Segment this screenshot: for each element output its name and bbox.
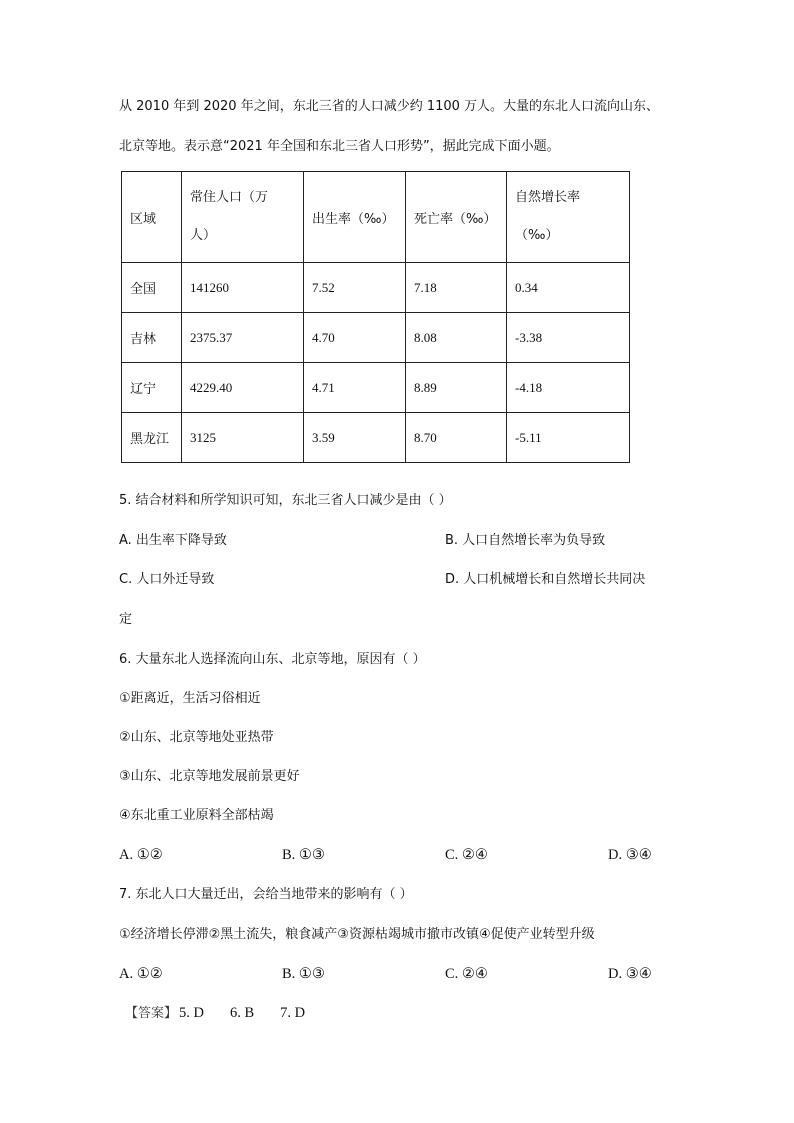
q6-option-a: A. ①②: [119, 847, 163, 863]
q5-option-a: A. 出生率下降导致: [119, 533, 227, 548]
cell-population: 4229.40: [182, 363, 304, 413]
cell-death-rate: 7.18: [406, 263, 507, 313]
q5-option-d-continued: 定: [119, 612, 133, 627]
q7-option-c: C. ②④: [445, 966, 488, 982]
cell-natural-growth: 0.34: [507, 263, 630, 313]
header-natural-growth: [507, 172, 630, 263]
q7-stem: 7. 东北人口大量迁出，会给当地带来的影响有（ ）: [119, 887, 413, 902]
q5-stem: 5. 结合材料和所学知识可知，东北三省人口减少是由（ ）: [119, 493, 452, 508]
q7-items: ①经济增长停滞②黑土流失，粮食减产③资源枯竭城市撤市改镇④促使产业转型升级: [119, 927, 595, 942]
cell-death-rate: 8.70: [406, 413, 507, 463]
cell-population: 3125: [182, 413, 304, 463]
cell-death-rate: 8.08: [406, 313, 507, 363]
header-death-rate: 死亡率（‰）: [406, 172, 507, 263]
cell-population: 2375.37: [182, 313, 304, 363]
table-header-row: [122, 172, 630, 263]
header-population-line-1: 常住人口（万: [190, 190, 269, 205]
q5-option-b: B. 人口自然增长率为负导致: [445, 533, 606, 548]
table-row: [122, 313, 630, 363]
header-region: 区域: [122, 172, 182, 263]
intro-line-1: 从 2010 年到 2020 年之间，东北三省的人口减少约 1100 万人。大量的东北人口流向山东、: [119, 99, 660, 114]
q7-option-b: B. ①③: [282, 966, 325, 982]
q6-option-b: B. ①③: [282, 847, 325, 863]
population-table: [121, 171, 630, 463]
q6-stem: 6. 大量东北人选择流向山东、北京等地，原因有（ ）: [119, 652, 426, 667]
header-population-line-2: 人）: [190, 228, 217, 243]
answer-tag: 【答案】: [125, 1006, 178, 1021]
cell-natural-growth: -5.11: [507, 413, 630, 463]
q6-item-4: ④东北重工业原料全部枯竭: [119, 808, 274, 823]
cell-region: 黑龙江: [122, 413, 182, 463]
cell-birth-rate: 4.71: [304, 363, 406, 413]
q5-option-c: C. 人口外迁导致: [119, 572, 215, 587]
q6-option-c: C. ②④: [445, 847, 488, 863]
cell-natural-growth: -3.38: [507, 313, 630, 363]
cell-birth-rate: 3.59: [304, 413, 406, 463]
cell-population: 141260: [182, 263, 304, 313]
table-row: [122, 263, 630, 313]
q7-option-d: D. ③④: [608, 966, 652, 982]
header-natural-line-2: （‰）: [515, 228, 559, 243]
answer-6: 6. B: [230, 1005, 255, 1021]
q6-option-d: D. ③④: [608, 847, 652, 863]
q5-option-d: D. 人口机械增长和自然增长共同决: [445, 572, 646, 587]
cell-birth-rate: 4.70: [304, 313, 406, 363]
q7-option-a: A. ①②: [119, 966, 163, 982]
answer-line: [125, 1004, 305, 1023]
cell-natural-growth: -4.18: [507, 363, 630, 413]
header-population: [182, 172, 304, 263]
cell-region: 吉林: [122, 313, 182, 363]
answer-7: 7. D: [280, 1005, 306, 1021]
answer-5: 5. D: [179, 1005, 204, 1021]
header-birth-rate: 出生率（‰）: [304, 172, 406, 263]
header-natural-line-1: 自然增长率: [515, 190, 581, 205]
q6-item-3: ③山东、北京等地发展前景更好: [119, 769, 300, 784]
q6-item-1: ①距离近，生活习俗相近: [119, 691, 261, 706]
q6-item-2: ②山东、北京等地处亚热带: [119, 730, 274, 745]
cell-region: 全国: [122, 263, 182, 313]
table-row: [122, 363, 630, 413]
cell-region: 辽宁: [122, 363, 182, 413]
cell-birth-rate: 7.52: [304, 263, 406, 313]
table-row: [122, 413, 630, 463]
intro-line-2: 北京等地。表示意“2021 年全国和东北三省人口形势”，据此完成下面小题。: [119, 139, 560, 154]
cell-death-rate: 8.89: [406, 363, 507, 413]
